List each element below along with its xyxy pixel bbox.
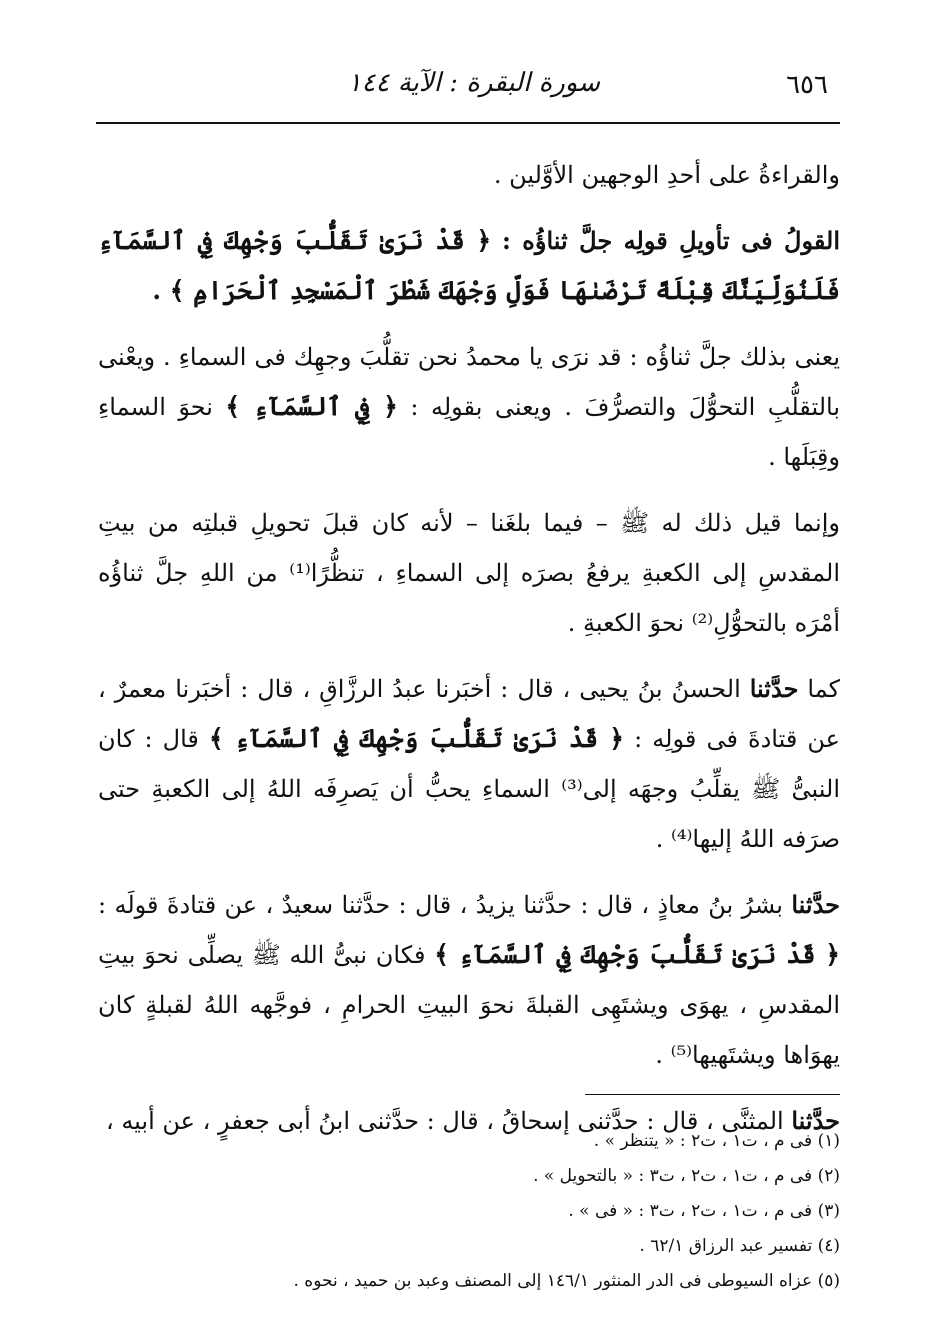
running-head: سورة البقرة : الآية ١٤٤ xyxy=(347,68,600,98)
paragraph-6 xyxy=(98,880,840,1080)
paragraph-1 xyxy=(98,150,840,200)
hadith-marker: حدَّثنا xyxy=(749,674,799,703)
quran-verse: ﴿ قَدْ نَرَىٰ تَقَلُّبَ وَجْهِكَ فِي ٱلسَّمَآءِ فَلَنُوَلِّيَنَّكَ قِبْلَةً تَرْضَىٰهَا فَوَلِّ وَجْهَكَ شَطْرَ ٱلْمَسْجِدِ ٱلْحَرَامِ ﴾ . xyxy=(98,226,840,305)
paragraph-5 xyxy=(98,664,840,864)
paragraph-5-text-a: كما xyxy=(807,675,841,703)
page-header xyxy=(96,64,840,120)
quran-verse: ﴿ قَدْ نَرَىٰ تَقَلُّبَ وَجْهِكَ فِي ٱلسَّمَآءِ ﴾ xyxy=(208,724,625,753)
paragraph-5-text-c: قال : كان النبىُّ ﷺ يقلِّبُ وجهَه إلى⁽³⁾ السماءِ يحبُّ أن يَصرِفَه اللهُ إلى الكعبةِ حتى صرَفه اللهُ إليها⁽⁴⁾ . xyxy=(98,725,840,853)
hadith-marker: حدَّثنا xyxy=(791,890,840,919)
header-rule xyxy=(96,122,840,124)
page-number: ٦٥٦ xyxy=(786,70,828,100)
footnote-5: (٥) عزاه السيوطى فى الدر المنثور ١٤٦/١ إلى المصنف وعبد بن حميد ، نحوه . xyxy=(293,1271,840,1291)
paragraph-4 xyxy=(98,498,840,648)
footnote-rule xyxy=(585,1094,840,1095)
footnotes xyxy=(98,1124,840,1299)
paragraph-4-text: وإنما قيل ذلك له ﷺ – فيما بلغَنا – لأنه كان قبلَ تحويلِ قبلتِه من بيتِ المقدسِ إلى الكعبةِ يرفعُ بصرَه إلى السماءِ ، تنظُّرًا⁽¹⁾ من اللهِ جلَّ ثناؤُه أمْرَه بالتحوُّلِ⁽²⁾ نحوَ الكعبةِ . xyxy=(98,509,840,637)
paragraph-2 xyxy=(98,216,840,316)
hadith-marker: حدَّثنا xyxy=(791,1106,840,1135)
footnote-2: (٢) فى م ، ت١ ، ت٢ ، ت٣ : « بالتحويل » . xyxy=(533,1166,840,1186)
footnote-3: (٣) فى م ، ت١ ، ت٢ ، ت٣ : « فى » . xyxy=(568,1201,840,1221)
paragraph-6-text-b: فكان نبىُّ الله ﷺ يصلِّى نحوَ بيتِ المقدسِ ، يهوَى ويشتَهِى القبلةَ نحوَ البيتِ الحرامِ ، فوجَّهه اللهُ لقبلةٍ كان يهوَاها ويشتَهيها⁽⁵⁾ . xyxy=(98,941,840,1069)
paragraph-5-text-b: الحسنُ بنُ يحيى ، قال : أخبَرنا عبدُ الرزَّاقِ ، قال : أخبَرنا معمرٌ ، عن قتادةَ فى قولِه : xyxy=(98,675,840,753)
paragraph-3-text-a: يعنى بذلك جلَّ ثناؤُه : قد نرَى يا محمدُ نحن تقلُّبَ وجهِك فى السماءِ . ويعْنى بالتقلُّبِ التحوُّلَ والتصرُّفَ . ويعنى بقولِه : xyxy=(98,343,840,421)
paragraph-6-text-a: بشرُ بنُ معاذٍ ، قال : حدَّثنا يزيدُ ، قال : حدَّثنا سعيدٌ ، عن قتادةَ قولَه : xyxy=(98,891,783,919)
quran-verse: ﴿ فِي ٱلسَّمَآءِ ﴾ xyxy=(225,392,398,421)
paragraph-1-text: والقراءةُ على أحدِ الوجهين الأوَّلين . xyxy=(493,161,840,189)
paragraph-3-text-b: نحوَ السماءِ وقِبَلَها . xyxy=(98,393,840,471)
section-heading: القولُ فى تأويلِ قولِه جلَّ ثناؤُه : xyxy=(501,226,840,255)
footnote-1: (١) فى م ، ت١ ، ت٢ : « يتنظر » . xyxy=(593,1131,840,1151)
footnote-4: (٤) تفسير عبد الرزاق ٦٢/١ . xyxy=(639,1236,840,1256)
paragraph-3 xyxy=(98,332,840,482)
quran-verse: ﴿ قَدْ نَرَىٰ تَقَلُّبَ وَجْهِكَ فِي ٱلسَّمَآءِ ﴾ xyxy=(434,940,840,969)
paragraph-7-text: المثنَّى ، قال : حدَّثنى إسحاقُ ، قال : حدَّثنى ابنُ أبى جعفرٍ ، عن أبيه ، xyxy=(105,1107,784,1135)
body-text xyxy=(98,150,840,1162)
